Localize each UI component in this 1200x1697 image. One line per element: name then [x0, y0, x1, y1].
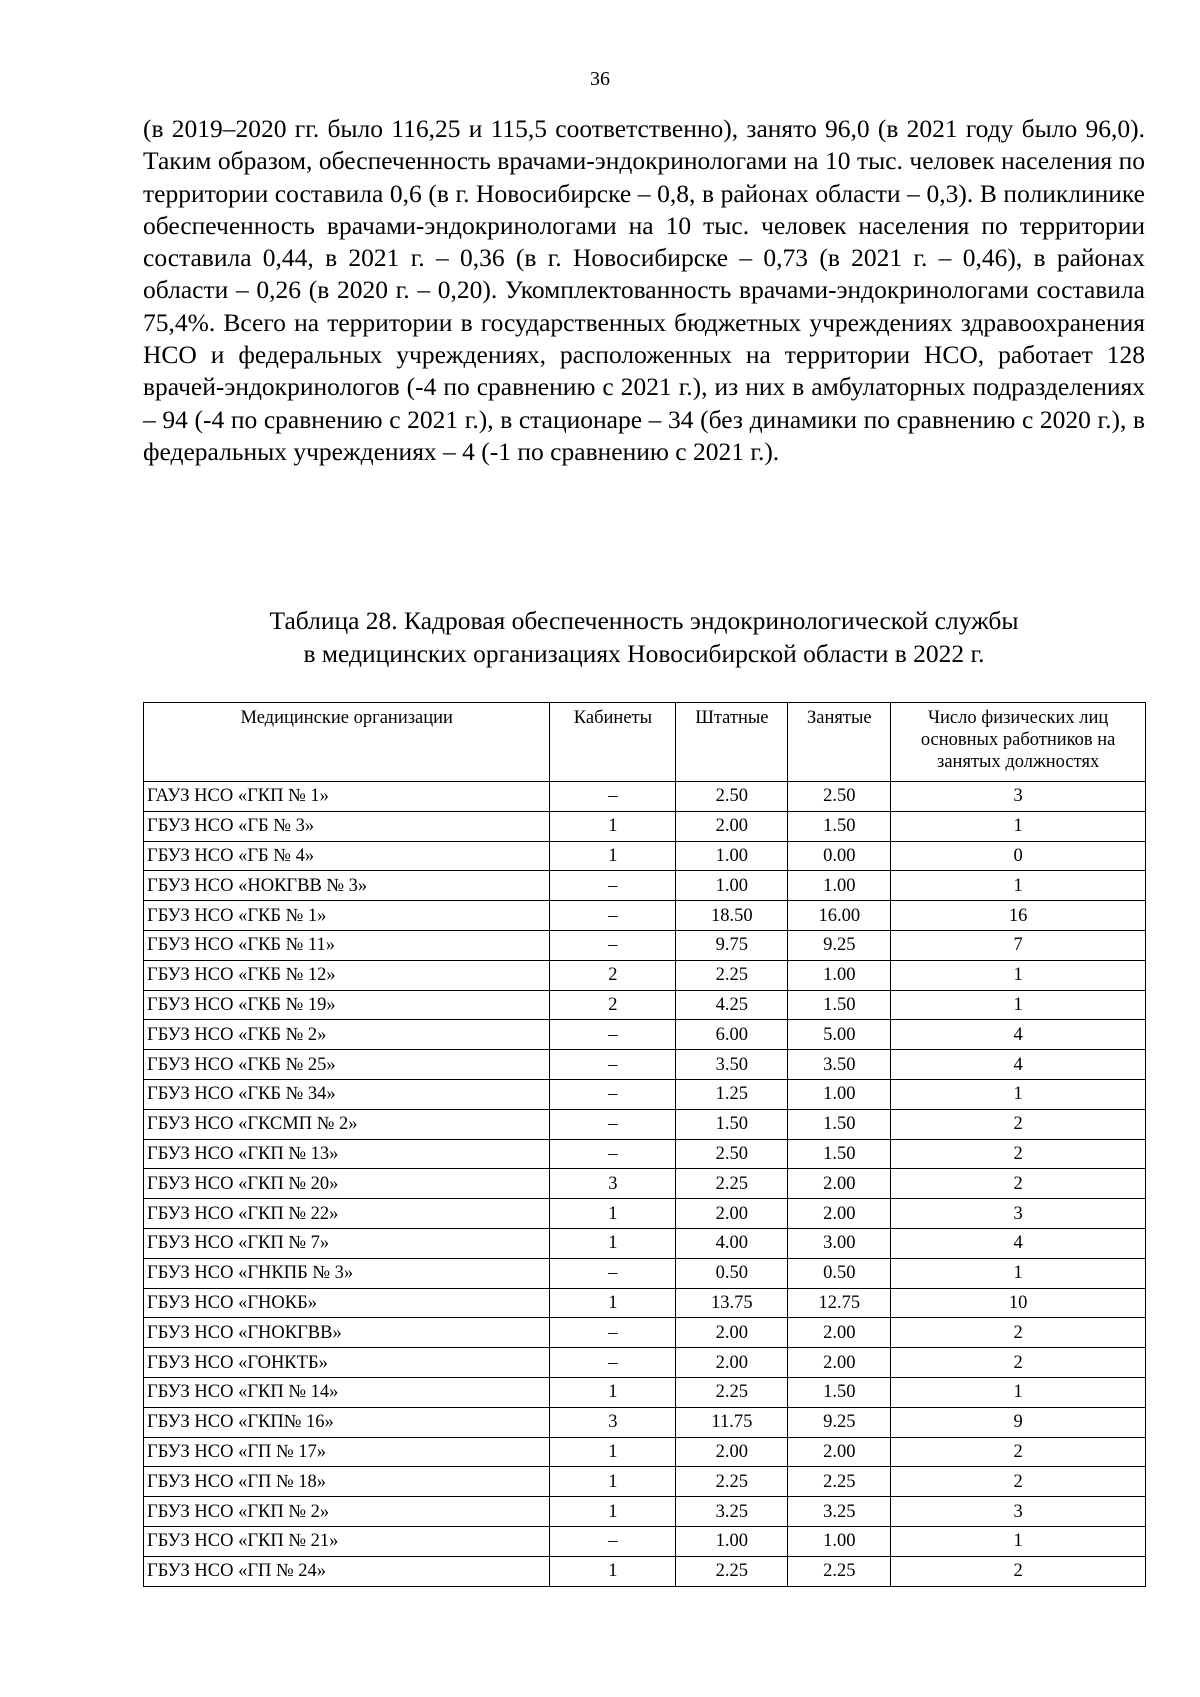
cell-physical: 1 — [891, 990, 1146, 1020]
cell-physical: 1 — [891, 960, 1146, 990]
cell-occupied: 3.25 — [788, 1497, 891, 1527]
cell-physical: 2 — [891, 1139, 1146, 1169]
cell-cabinets: 1 — [550, 811, 676, 841]
table-body — [144, 782, 1146, 1587]
cell-cabinets: – — [550, 1050, 676, 1080]
cell-staff: 2.00 — [676, 811, 788, 841]
table-row — [144, 1497, 1146, 1527]
cell-occupied: 1.50 — [788, 1139, 891, 1169]
cell-staff: 2.25 — [676, 1467, 788, 1497]
cell-physical: 3 — [891, 1497, 1146, 1527]
cell-staff: 11.75 — [676, 1407, 788, 1437]
cell-cabinets: 1 — [550, 1288, 676, 1318]
cell-staff: 2.25 — [676, 1556, 788, 1586]
cell-staff: 9.75 — [676, 930, 788, 960]
cell-occupied: 1.50 — [788, 990, 891, 1020]
cell-physical: 16 — [891, 901, 1146, 931]
cell-occupied: 2.00 — [788, 1437, 891, 1467]
cell-staff: 1.00 — [676, 871, 788, 901]
cell-org: ГБУЗ НСО «ГКБ № 1» — [144, 901, 550, 931]
cell-occupied: 12.75 — [788, 1288, 891, 1318]
cell-staff: 2.00 — [676, 1199, 788, 1229]
cell-staff: 3.50 — [676, 1050, 788, 1080]
cell-org: ГБУЗ НСО «ГКБ № 11» — [144, 930, 550, 960]
cell-cabinets: – — [550, 1258, 676, 1288]
cell-physical: 9 — [891, 1407, 1146, 1437]
cell-cabinets: 1 — [550, 1467, 676, 1497]
cell-org: ГБУЗ НСО «ГКП№ 16» — [144, 1407, 550, 1437]
cell-cabinets: 1 — [550, 841, 676, 871]
cell-staff: 2.25 — [676, 1169, 788, 1199]
cell-cabinets: – — [550, 871, 676, 901]
cell-staff: 0.50 — [676, 1258, 788, 1288]
body-paragraph — [143, 113, 1145, 468]
table-row — [144, 811, 1146, 841]
table-row — [144, 930, 1146, 960]
cell-cabinets: – — [550, 901, 676, 931]
cell-cabinets: 3 — [550, 1169, 676, 1199]
cell-occupied: 1.00 — [788, 871, 891, 901]
cell-org: ГБУЗ НСО «ГКБ № 12» — [144, 960, 550, 990]
cell-org: ГБУЗ НСО «ГБ № 4» — [144, 841, 550, 871]
table-row — [144, 841, 1146, 871]
cell-cabinets: – — [550, 1109, 676, 1139]
cell-occupied: 1.50 — [788, 811, 891, 841]
table-row — [144, 1288, 1146, 1318]
cell-physical: 1 — [891, 1526, 1146, 1556]
table-row — [144, 1407, 1146, 1437]
cell-org: ГБУЗ НСО «ГП № 17» — [144, 1437, 550, 1467]
staffing-table — [143, 702, 1146, 1587]
cell-physical: 1 — [891, 1079, 1146, 1109]
cell-org: ГБУЗ НСО «ГП № 24» — [144, 1556, 550, 1586]
cell-occupied: 1.50 — [788, 1109, 891, 1139]
body-paragraph-text: (в 2019–2020 гг. было 116,25 и 115,5 соответственно), занято 96,0 (в 2021 году было 96,0). Таким образом, обеспеченность врачами-эндокринологами на 10 тыс. человек населения по территории составила 0,6 (в г. Новосибирске – 0,8, в районах области – 0,3). В поликлинике обеспеченность врачами-эндокринологами на 10 тыс. человек населения по территории составила 0,44, в 2021 г. – 0,36 (в г. Новосибирске – 0,73 (в 2021 г. – 0,46), в районах области – 0,26 (в 2020 г. – 0,20). Укомплектованность врачами-эндокринологами составила 75,4%. Всего на территории в государственных бюджетных учреждениях здравоохранения НСО и федеральных учреждениях, расположенных на территории НСО, работает 128 врачей-эндокринологов (-4 по сравнению с 2021 г.), из них в амбулаторных подразделениях – 94 (-4 по сравнению с 2021 г.), в стационаре – 34 (без динамики по сравнению с 2020 г.), в федеральных учреждениях – 4 (-1 по сравнению с 2021 г.). — [143, 114, 1145, 466]
cell-physical: 4 — [891, 1050, 1146, 1080]
cell-occupied: 0.50 — [788, 1258, 891, 1288]
cell-org: ГБУЗ НСО «НОКГВВ № 3» — [144, 871, 550, 901]
table-row — [144, 1169, 1146, 1199]
cell-staff: 18.50 — [676, 901, 788, 931]
cell-org: ГБУЗ НСО «ГКП № 13» — [144, 1139, 550, 1169]
cell-org: ГБУЗ НСО «ГНОКГВВ» — [144, 1318, 550, 1348]
page-number: 36 — [590, 68, 610, 90]
cell-staff: 1.50 — [676, 1109, 788, 1139]
table-row — [144, 1348, 1146, 1378]
cell-staff: 2.50 — [676, 1139, 788, 1169]
cell-cabinets: 1 — [550, 1497, 676, 1527]
cell-physical: 2 — [891, 1348, 1146, 1378]
cell-occupied: 1.50 — [788, 1377, 891, 1407]
cell-physical: 10 — [891, 1288, 1146, 1318]
table-row — [144, 1318, 1146, 1348]
cell-occupied: 0.00 — [788, 841, 891, 871]
cell-physical: 3 — [891, 1199, 1146, 1229]
cell-staff: 4.25 — [676, 990, 788, 1020]
cell-physical: 1 — [891, 1258, 1146, 1288]
cell-org: ГБУЗ НСО «ГКП № 7» — [144, 1228, 550, 1258]
cell-cabinets: 1 — [550, 1228, 676, 1258]
cell-physical: 1 — [891, 871, 1146, 901]
cell-staff: 2.00 — [676, 1348, 788, 1378]
table-row — [144, 1139, 1146, 1169]
cell-org: ГБУЗ НСО «ГНКПБ № 3» — [144, 1258, 550, 1288]
table-row — [144, 1079, 1146, 1109]
cell-occupied: 1.00 — [788, 1526, 891, 1556]
cell-staff: 6.00 — [676, 1020, 788, 1050]
cell-cabinets: – — [550, 1020, 676, 1050]
cell-occupied: 2.25 — [788, 1556, 891, 1586]
table-row — [144, 990, 1146, 1020]
cell-physical: 4 — [891, 1020, 1146, 1050]
cell-staff: 2.25 — [676, 960, 788, 990]
cell-physical: 2 — [891, 1437, 1146, 1467]
table-row — [144, 1020, 1146, 1050]
cell-staff: 4.00 — [676, 1228, 788, 1258]
cell-occupied: 9.25 — [788, 1407, 891, 1437]
table-row — [144, 960, 1146, 990]
table-row — [144, 1556, 1146, 1586]
cell-org: ГБУЗ НСО «ГКСМП № 2» — [144, 1109, 550, 1139]
table-header-row — [144, 703, 1146, 782]
header-cabinets: Кабинеты — [550, 703, 676, 782]
cell-occupied: 2.00 — [788, 1169, 891, 1199]
table-caption-line-1: Таблица 28. Кадровая обеспеченность эндокринологической службы — [269, 606, 1019, 635]
cell-staff: 2.50 — [676, 782, 788, 812]
header-staff: Штатные — [676, 703, 788, 782]
cell-cabinets: – — [550, 1318, 676, 1348]
cell-cabinets: 1 — [550, 1556, 676, 1586]
cell-staff: 2.00 — [676, 1318, 788, 1348]
cell-cabinets: 1 — [550, 1437, 676, 1467]
table-row — [144, 1050, 1146, 1080]
cell-cabinets: 2 — [550, 990, 676, 1020]
cell-staff: 13.75 — [676, 1288, 788, 1318]
cell-occupied: 16.00 — [788, 901, 891, 931]
cell-staff: 2.25 — [676, 1377, 788, 1407]
table-row — [144, 901, 1146, 931]
cell-org: ГБУЗ НСО «ГКП № 20» — [144, 1169, 550, 1199]
cell-physical: 1 — [891, 1377, 1146, 1407]
table-row — [144, 1109, 1146, 1139]
cell-physical: 2 — [891, 1318, 1146, 1348]
table-row — [144, 1526, 1146, 1556]
cell-occupied: 2.00 — [788, 1318, 891, 1348]
cell-occupied: 3.50 — [788, 1050, 891, 1080]
cell-physical: 2 — [891, 1109, 1146, 1139]
table-row — [144, 782, 1146, 812]
cell-occupied: 1.00 — [788, 960, 891, 990]
cell-org: ГАУЗ НСО «ГКП № 1» — [144, 782, 550, 812]
cell-occupied: 9.25 — [788, 930, 891, 960]
cell-cabinets: – — [550, 1139, 676, 1169]
cell-cabinets: – — [550, 1079, 676, 1109]
cell-org: ГБУЗ НСО «ГБ № 3» — [144, 811, 550, 841]
cell-cabinets: 1 — [550, 1199, 676, 1229]
cell-staff: 3.25 — [676, 1497, 788, 1527]
cell-occupied: 1.00 — [788, 1079, 891, 1109]
table-caption-line-2: в медицинских организациях Новосибирской области в 2022 г. — [303, 639, 985, 668]
cell-org: ГБУЗ НСО «ГОНКТБ» — [144, 1348, 550, 1378]
cell-occupied: 5.00 — [788, 1020, 891, 1050]
header-occupied: Занятые — [788, 703, 891, 782]
cell-cabinets: 1 — [550, 1377, 676, 1407]
table-row — [144, 1228, 1146, 1258]
cell-org: ГБУЗ НСО «ГНОКБ» — [144, 1288, 550, 1318]
table-header — [144, 703, 1146, 782]
table-row — [144, 1377, 1146, 1407]
cell-org: ГБУЗ НСО «ГКБ № 2» — [144, 1020, 550, 1050]
cell-physical: 4 — [891, 1228, 1146, 1258]
cell-org: ГБУЗ НСО «ГКП № 21» — [144, 1526, 550, 1556]
cell-org: ГБУЗ НСО «ГКБ № 19» — [144, 990, 550, 1020]
cell-occupied: 3.00 — [788, 1228, 891, 1258]
cell-cabinets: 3 — [550, 1407, 676, 1437]
cell-physical: 1 — [891, 811, 1146, 841]
cell-physical: 2 — [891, 1169, 1146, 1199]
cell-physical: 0 — [891, 841, 1146, 871]
cell-physical: 2 — [891, 1467, 1146, 1497]
cell-cabinets: – — [550, 930, 676, 960]
cell-staff: 1.25 — [676, 1079, 788, 1109]
cell-occupied: 2.25 — [788, 1467, 891, 1497]
cell-cabinets: – — [550, 1526, 676, 1556]
cell-org: ГБУЗ НСО «ГКБ № 25» — [144, 1050, 550, 1080]
cell-staff: 1.00 — [676, 1526, 788, 1556]
header-physical: Число физических лиц основных работников на занятых должностях — [891, 703, 1146, 782]
cell-occupied: 2.00 — [788, 1199, 891, 1229]
cell-cabinets: 2 — [550, 960, 676, 990]
table-row — [144, 1199, 1146, 1229]
header-org: Медицинские организации — [144, 703, 550, 782]
cell-cabinets: – — [550, 782, 676, 812]
table-row — [144, 1467, 1146, 1497]
cell-org: ГБУЗ НСО «ГКБ № 34» — [144, 1079, 550, 1109]
cell-physical: 7 — [891, 930, 1146, 960]
table-row — [144, 1437, 1146, 1467]
cell-org: ГБУЗ НСО «ГКП № 22» — [144, 1199, 550, 1229]
cell-staff: 2.00 — [676, 1437, 788, 1467]
cell-staff: 1.00 — [676, 841, 788, 871]
cell-physical: 2 — [891, 1556, 1146, 1586]
cell-org: ГБУЗ НСО «ГКП № 14» — [144, 1377, 550, 1407]
table-row — [144, 871, 1146, 901]
cell-cabinets: – — [550, 1348, 676, 1378]
cell-org: ГБУЗ НСО «ГП № 18» — [144, 1467, 550, 1497]
cell-occupied: 2.50 — [788, 782, 891, 812]
table-caption — [143, 604, 1145, 670]
cell-physical: 3 — [891, 782, 1146, 812]
table-row — [144, 1258, 1146, 1288]
cell-org: ГБУЗ НСО «ГКП № 2» — [144, 1497, 550, 1527]
cell-occupied: 2.00 — [788, 1348, 891, 1378]
